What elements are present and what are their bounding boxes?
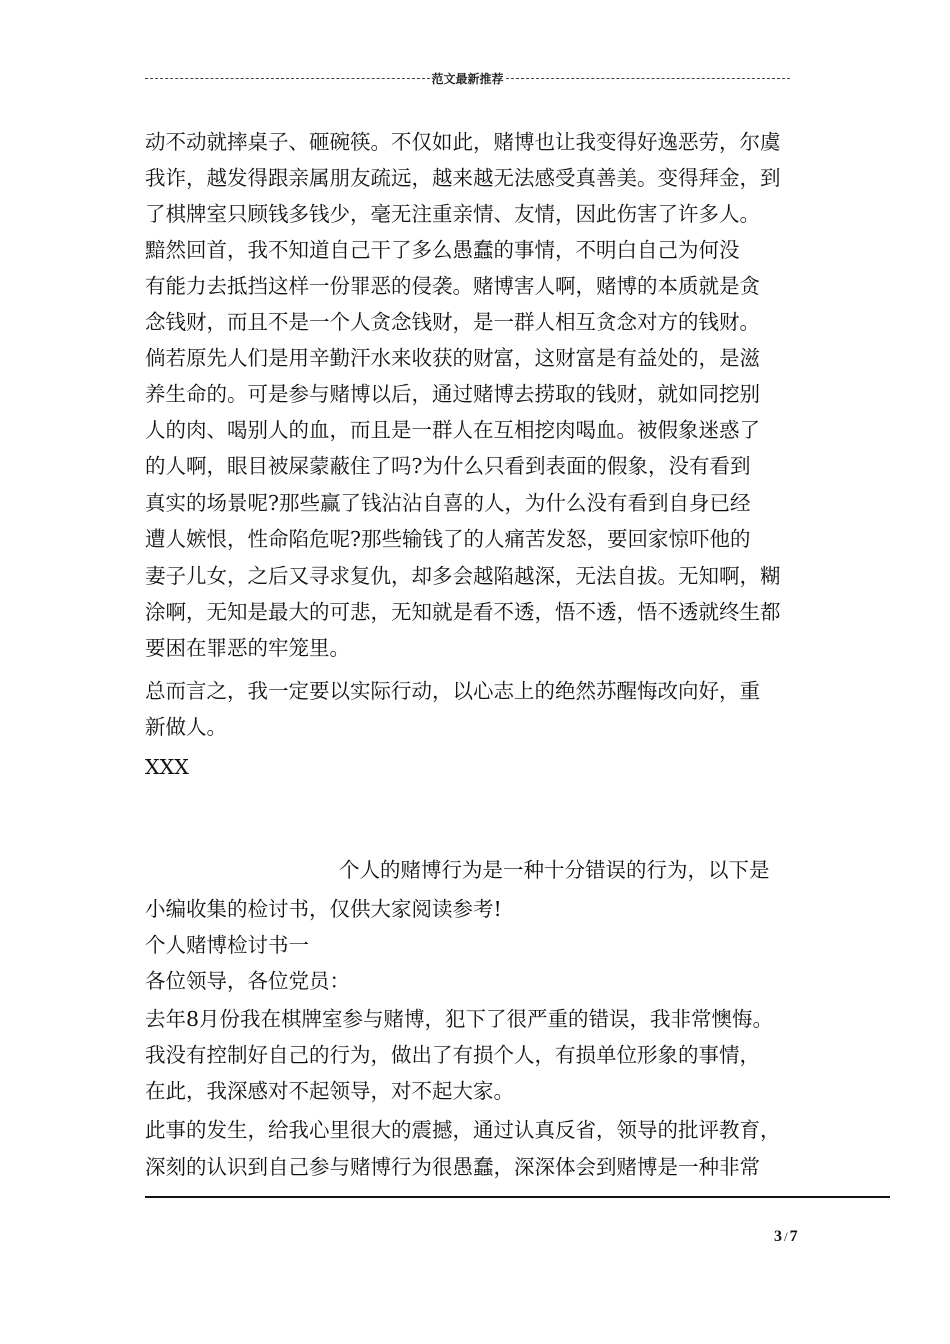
text-line: 要困在罪恶的牢笼里。 [145, 636, 350, 660]
page-header [145, 68, 790, 88]
text-line: 去年8月份我在棋牌室参与赌博，犯下了很严重的错误，我非常懊悔。 [145, 1007, 774, 1031]
text-line: 总而言之，我一定要以实际行动，以心志上的绝然苏醒悔改向好，重 [145, 679, 760, 703]
header-title: 范文最新推荐 [431, 71, 504, 86]
text-line: 的人啊，眼目被屎蒙蔽住了吗?为什么只看到表面的假象，没有看到 [145, 454, 751, 478]
text-line: 妻子儿女，之后又寻求复仇，却多会越陷越深，无法自拔。无知啊，糊 [145, 564, 781, 588]
header-dash-left [145, 78, 430, 79]
text-line: 人的肉、喝别人的血，而且是一群人在互相挖肉喝血。被假象迷惑了 [145, 418, 760, 442]
text-line: 了棋牌室只顾钱多钱少，毫无注重亲情、友情，因此伤害了许多人。 [145, 202, 760, 226]
text-line: 真实的场景呢?那些赢了钱沾沾自喜的人，为什么没有看到自身已经 [145, 491, 751, 515]
footer-divider [145, 1196, 890, 1198]
page-number [774, 1228, 798, 1246]
text-line: 在此，我深感对不起领导，对不起大家。 [145, 1079, 514, 1103]
text-line: 遭人嫉恨，性命陷危呢?那些输钱了的人痛苦发怒，要回家惊吓他的 [145, 527, 751, 551]
section-heading: 个人赌博检讨书一 [145, 933, 309, 957]
text-line: 我没有控制好自己的行为，做出了有损个人，有损单位形象的事情， [145, 1043, 760, 1067]
signature-text: XXX [145, 755, 189, 779]
intro-line: 个人的赌博行为是一种十分错误的行为，以下是 [339, 858, 770, 882]
text-line: 此事的发生，给我心里很大的震撼，通过认真反省，领导的批评教育， [145, 1118, 781, 1142]
text-line: 涂啊，无知是最大的可悲，无知就是看不透，悟不透，悟不透就终生都 [145, 600, 781, 624]
page-total: 7 [789, 1228, 798, 1245]
text-line: 新做人。 [145, 715, 227, 739]
intro-line: 小编收集的检讨书，仅供大家阅读参考! [145, 897, 502, 921]
text-line: 黯然回首，我不知道自己干了多么愚蠢的事情，不明白自己为何没 [145, 238, 740, 262]
header-dash-right [506, 78, 791, 79]
text-line: 养生命的。可是参与赌博以后，通过赌博去捞取的钱财，就如同挖别 [145, 382, 760, 406]
text-line: 我诈，越发得跟亲属朋友疏远，越来越无法感受真善美。变得拜金，到 [145, 166, 781, 190]
text-line: 动不动就摔桌子、砸碗筷。不仅如此，赌博也让我变得好逸恶劳，尔虞 [145, 130, 781, 154]
page-current: 3 [774, 1228, 782, 1245]
salutation: 各位领导，各位党员： [145, 969, 350, 993]
text-line: 有能力去抵挡这样一份罪恶的侵袭。赌博害人啊，赌博的本质就是贪 [145, 274, 760, 298]
text-line: 念钱财，而且不是一个人贪念钱财，是一群人相互贪念对方的钱财。 [145, 310, 760, 334]
text-line: 深刻的认识到自己参与赌博行为很愚蠢，深深体会到赌博是一种非常 [145, 1155, 760, 1179]
text-line: 倘若原先人们是用辛勤汗水来收获的财富，这财富是有益处的，是滋 [145, 346, 760, 370]
page-separator: / [784, 1229, 788, 1244]
